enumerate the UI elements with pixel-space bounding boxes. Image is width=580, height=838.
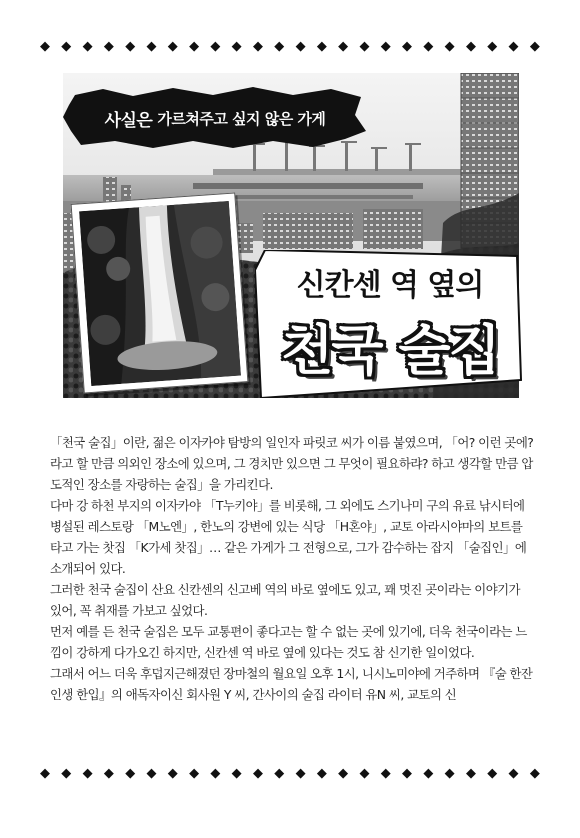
diamond-ornament: ◆ [167,39,178,54]
title-card [255,250,525,398]
paragraph-2: 다마 강 하천 부지의 이자카야 「T누키야」를 비롯해, 그 외에도 스기나미 구의 유료 낚시터에 병설된 레스토랑 「M노엔」, 한노의 강변에 있는 식당 「H혼야」, 교토 아라시야마의 보트를 타고 가는 찻집 「K가세 찻집」… 같은 가게가 그 전형으로, 그가 감수하는 잡지 「술집인」에 소개되어 있다. [50,498,527,576]
diamond-ornament: ◆ [423,766,434,781]
diamond-ornament: ◆ [402,766,413,781]
diamond-ornament: ◆ [295,39,306,54]
diamond-ornament: ◆ [125,39,136,54]
diamond-ornament: ◆ [316,766,327,781]
article-body [50,432,534,705]
diamond-ornament: ◆ [380,766,391,781]
diamond-ornament: ◆ [231,766,242,781]
diamond-ornament: ◆ [40,766,50,781]
diamond-ornament: ◆ [508,766,519,781]
diamond-ornament: ◆ [295,766,306,781]
diamond-ornament: ◆ [529,39,540,54]
paragraph-3: 그러한 천국 술집이 산요 신칸센의 신고베 역의 바로 옆에도 있고, 꽤 멋진 곳이라는 이야기가 있어, 꼭 취재를 가보고 싶었다. [50,582,520,618]
diamond-ornament: ◆ [146,39,157,54]
diamond-ornament: ◆ [125,766,136,781]
diamond-ornament: ◆ [402,39,413,54]
diamond-ornament: ◆ [487,766,498,781]
diamond-ornament: ◆ [316,39,327,54]
paragraph-5: 그래서 어느 더욱 후덥지근해졌던 장마철의 월요일 오후 1시, 니시노미야에 거주하며 『술 한잔 인생 한입』의 애독자이신 회사원 Y 씨, 간사이의 술집 라이터 유N 씨, 교토의 신 [50,666,533,702]
diamond-ornament: ◆ [338,766,349,781]
diamond-ornament: ◆ [252,39,263,54]
diamond-ornament: ◆ [274,39,285,54]
top-diamond-border [40,40,540,54]
tagline-text [63,87,367,149]
diamond-ornament: ◆ [210,766,221,781]
diamond-ornament: ◆ [359,39,370,54]
title-line-1: 신칸센 역 옆의 [296,268,484,303]
diamond-ornament: ◆ [274,766,285,781]
paragraph-1: 「천국 술집」이란, 젊은 이자카야 탐방의 일인자 파릿코 씨가 이름 붙였으며, 「어? 이런 곳에? 라고 할 만큼 의외인 장소에 있으며, 그 경치만 있으면 그 무엇이 필요하랴? 하고 생각할 만큼 압도적인 장소를 자랑하는 술집」을 가리킨다. [50,435,534,492]
diamond-ornament: ◆ [40,39,50,54]
tagline-burst [63,87,367,149]
diamond-ornament: ◆ [146,766,157,781]
diamond-ornament: ◆ [444,39,455,54]
diamond-ornament: ◆ [82,766,93,781]
diamond-ornament: ◆ [487,39,498,54]
diamond-ornament: ◆ [465,39,476,54]
diamond-ornament: ◆ [529,766,540,781]
diamond-ornament: ◆ [189,766,200,781]
diamond-ornament: ◆ [423,39,434,54]
bottom-diamond-border [40,767,540,781]
waterfall-image [79,201,241,386]
diamond-ornament: ◆ [189,39,200,54]
hero-illustration [63,73,519,398]
diamond-ornament: ◆ [61,39,72,54]
diamond-ornament: ◆ [82,39,93,54]
paragraph-4: 먼저 예를 든 천국 술집은 모두 교통편이 좋다고는 할 수 없는 곳에 있기에, 더욱 천국이라는 느낌이 강하게 다가오긴 하지만, 신칸센 역 바로 옆에 있다는 것도 참 신기한 일이었다. [50,624,527,660]
diamond-ornament: ◆ [338,39,349,54]
diamond-ornament: ◆ [380,39,391,54]
diamond-ornament: ◆ [167,766,178,781]
title-line-2: 천국 술집 [281,319,499,382]
diamond-ornament: ◆ [508,39,519,54]
diamond-ornament: ◆ [103,766,114,781]
diamond-ornament: ◆ [61,766,72,781]
tagline-rest: 가르쳐주고 싶지 않은 가게 [157,109,326,128]
diamond-ornament: ◆ [231,39,242,54]
waterfall-inset-photo [71,192,249,393]
diamond-ornament: ◆ [465,766,476,781]
diamond-ornament: ◆ [103,39,114,54]
diamond-ornament: ◆ [444,766,455,781]
tagline-lead: 사실은 [104,110,153,131]
diamond-ornament: ◆ [359,766,370,781]
diamond-ornament: ◆ [210,39,221,54]
diamond-ornament: ◆ [252,766,263,781]
